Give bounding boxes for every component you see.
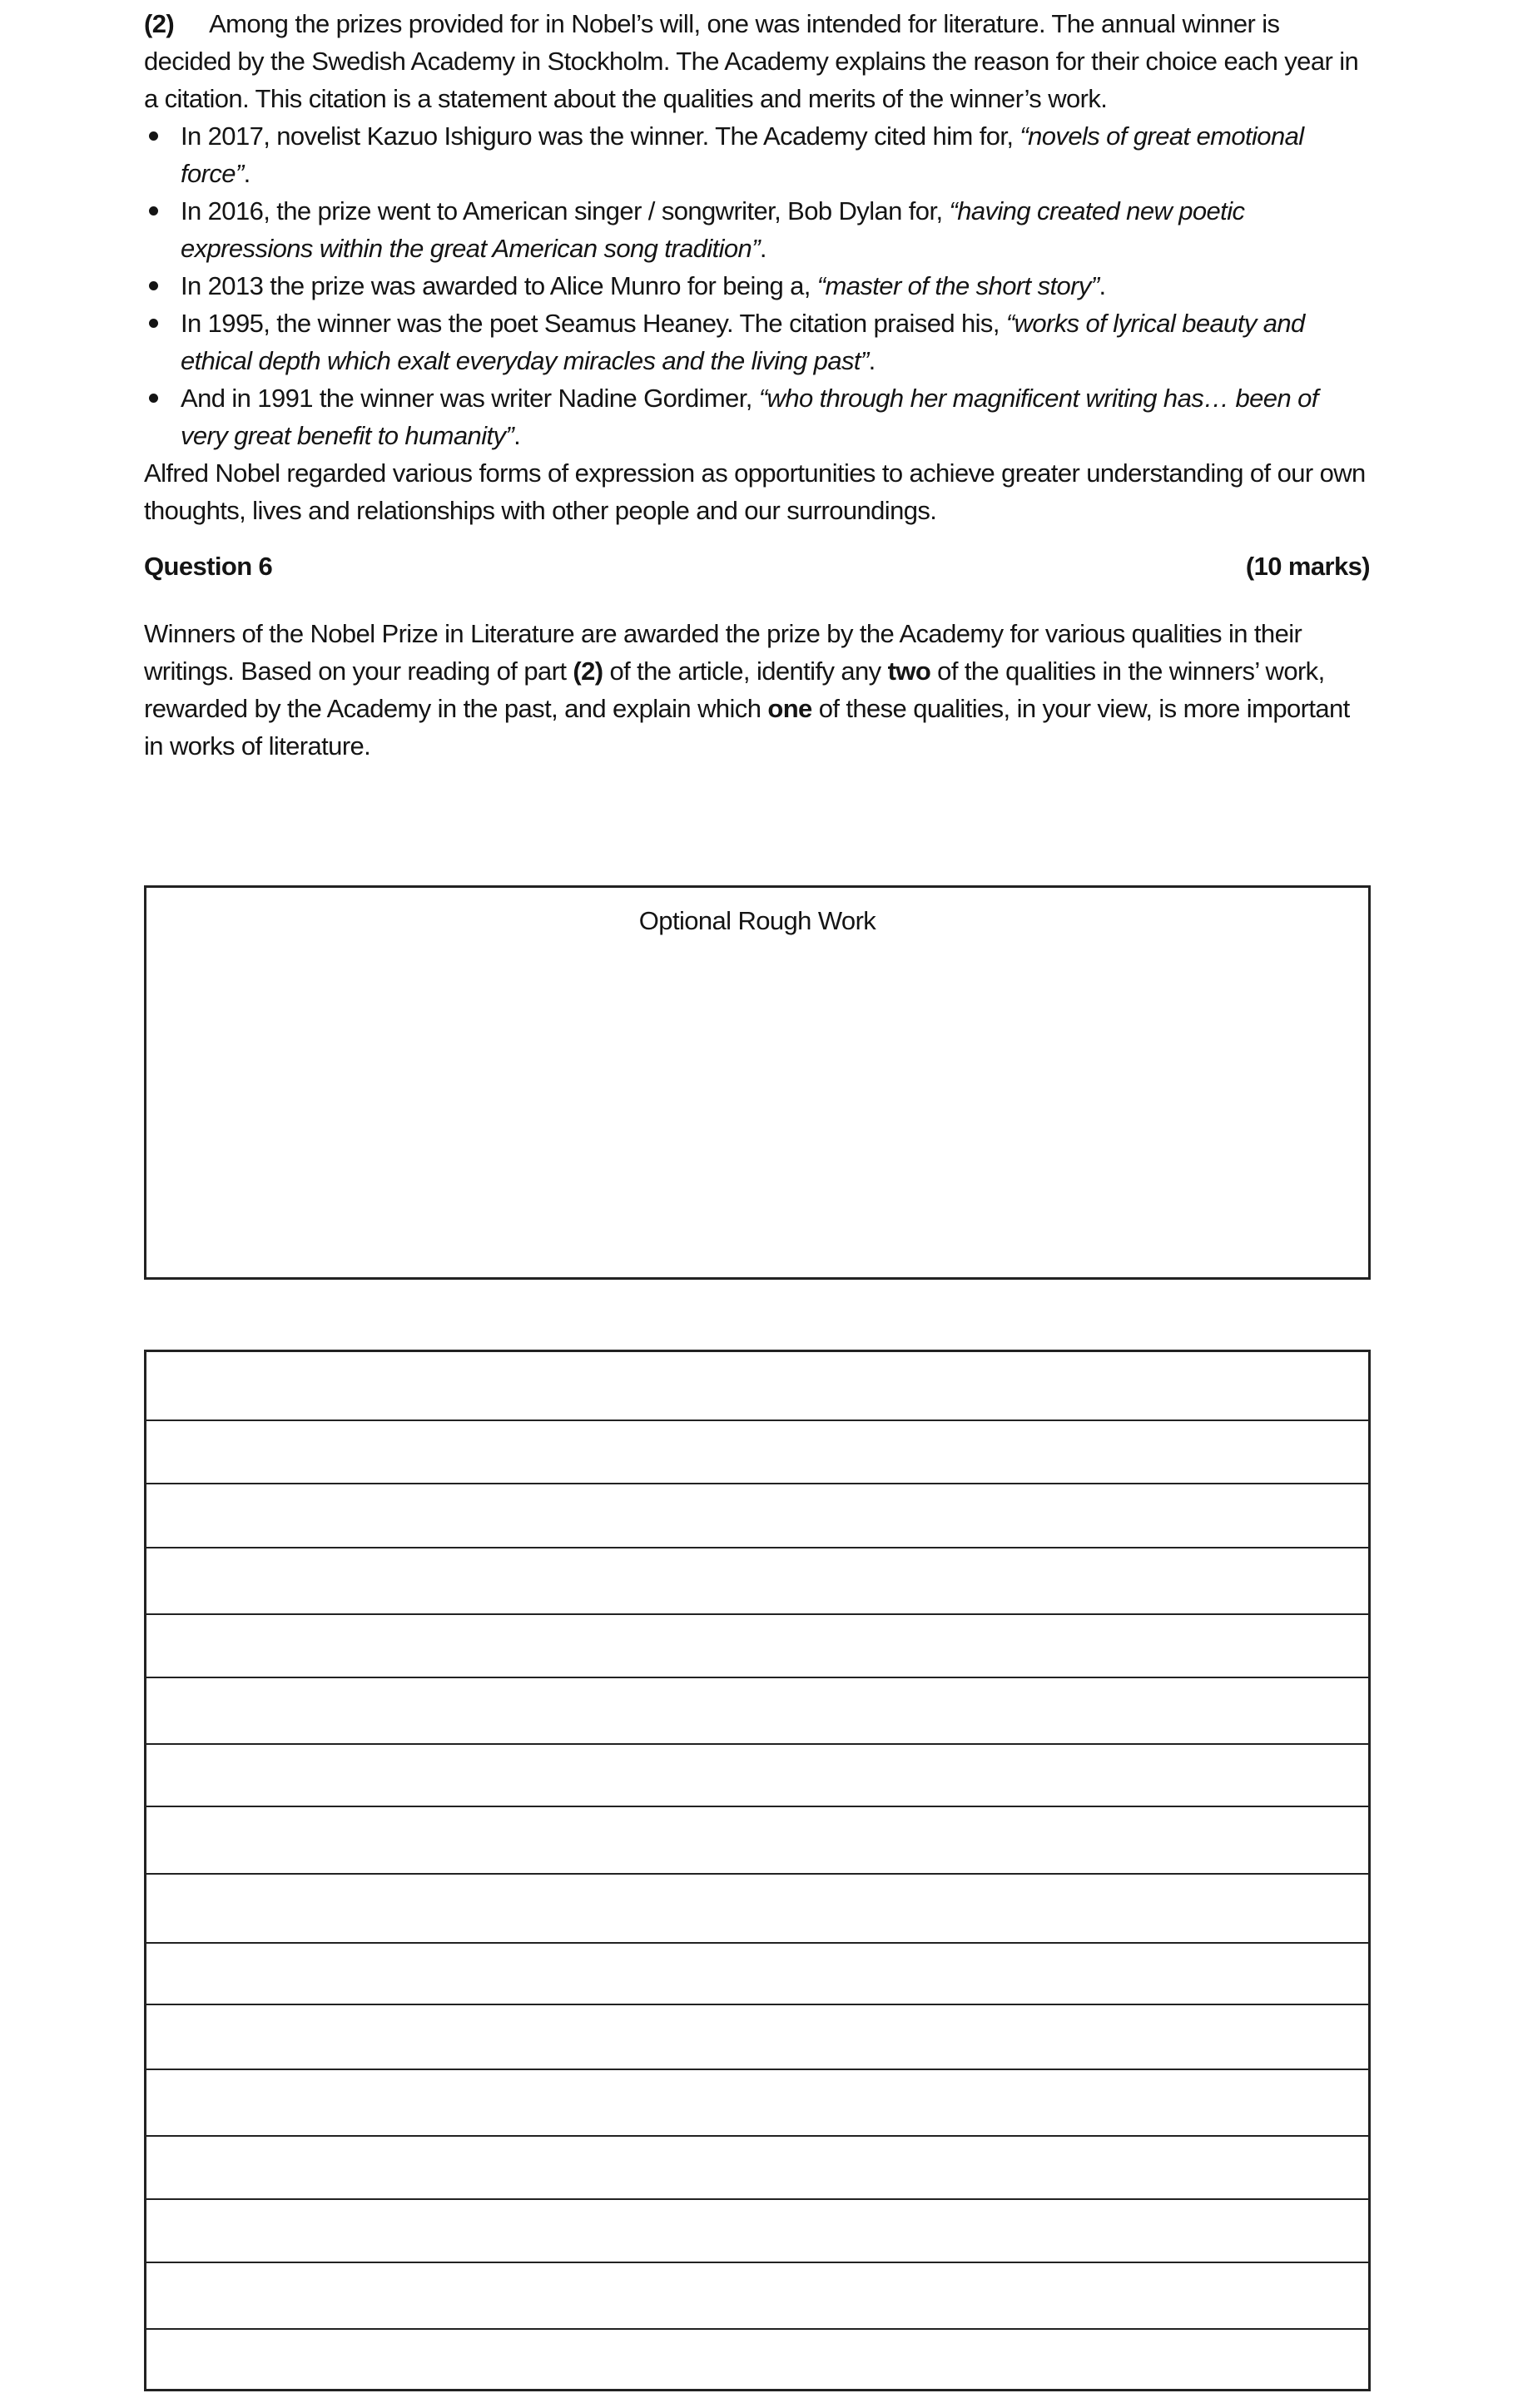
citation-quote: “having created new poetic expressions within the great American song tradition” [181, 196, 1245, 263]
answer-line [146, 1547, 1368, 1548]
answer-line [146, 2262, 1368, 2263]
citation-item: In 1995, the winner was the poet Seamus Heaney. The citation praised his, “works of lyrical beauty and ethical depth which exalt everyday miracles and the living past”. [144, 305, 1370, 379]
article-part-2-intro [144, 0, 1370, 117]
answer-line [146, 1420, 1368, 1421]
answer-line [146, 1942, 1368, 1944]
answer-line [146, 1677, 1368, 1678]
bullet-icon [149, 281, 158, 290]
answer-line [146, 2135, 1368, 2137]
citation-quote: “novels of great emotional force” [181, 121, 1304, 188]
answer-line [146, 1743, 1368, 1745]
answer-line [146, 2069, 1368, 2070]
bullet-icon [149, 206, 158, 216]
question-marks: (10 marks) [1245, 552, 1370, 581]
citation-item: And in 1991 the winner was writer Nadine Gordimer, “who through her magnificent writing has… been of very great benefit to humanity”. [144, 379, 1370, 454]
citation-quote: “master of the short story” [816, 271, 1099, 300]
exam-page [144, 0, 1370, 765]
question-header [144, 547, 1370, 585]
rough-work-box[interactable] [144, 885, 1371, 1280]
citation-item: In 2017, novelist Kazuo Ishiguro was the winner. The Academy cited him for, “novels of great emotional force”. [144, 117, 1370, 192]
part-label: (2) [144, 9, 175, 38]
article-closing: Alfred Nobel regarded various forms of expression as opportunities to achieve greater understanding of our own thoughts, lives and relationships with other people and our surroundings. [144, 458, 1366, 525]
bullet-icon [149, 394, 158, 403]
citation-item: In 2013 the prize was awarded to Alice Munro for being a, “master of the short story”. [144, 267, 1370, 305]
citation-quote: “works of lyrical beauty and ethical depth which exalt everyday miracles and the living past” [181, 309, 1305, 375]
citation-quote: “who through her magnificent writing has… been of very great benefit to humanity” [181, 384, 1318, 450]
answer-line [146, 1483, 1368, 1484]
bullet-icon [149, 131, 158, 141]
answer-line [146, 1613, 1368, 1615]
answer-line [146, 1806, 1368, 1807]
question-text: Winners of the Nobel Prize in Literature are awarded the prize by the Academy for various qualities in their writings. Based on your reading of part (2) of the article, identify any two of the qualities in the winners’ work, rewarded by the Academy in the past, and explain which one of these qualities, in your view, is more important in works of literature. [144, 619, 1350, 761]
question-title: Question 6 [144, 552, 273, 581]
answer-line [146, 2328, 1368, 2330]
citation-item: In 2016, the prize went to American singer / songwriter, Bob Dylan for, “having created new poetic expressions within the great American song tradition”. [144, 192, 1370, 267]
answer-line [146, 1873, 1368, 1875]
answer-line [146, 2004, 1368, 2005]
rough-work-label: Optional Rough Work [638, 906, 876, 935]
answer-line [146, 2198, 1368, 2200]
answer-box[interactable] [144, 1350, 1371, 2391]
intro-text: Among the prizes provided for in Nobel’s will, one was intended for literature. The annual winner is decided by the Swedish Academy in Stockholm. The Academy explains the reason for their choice each year in a citation. This citation is a statement about the qualities and merits of the winner’s work. [144, 9, 1359, 113]
bullet-icon [149, 319, 158, 328]
citation-list [144, 117, 1370, 454]
